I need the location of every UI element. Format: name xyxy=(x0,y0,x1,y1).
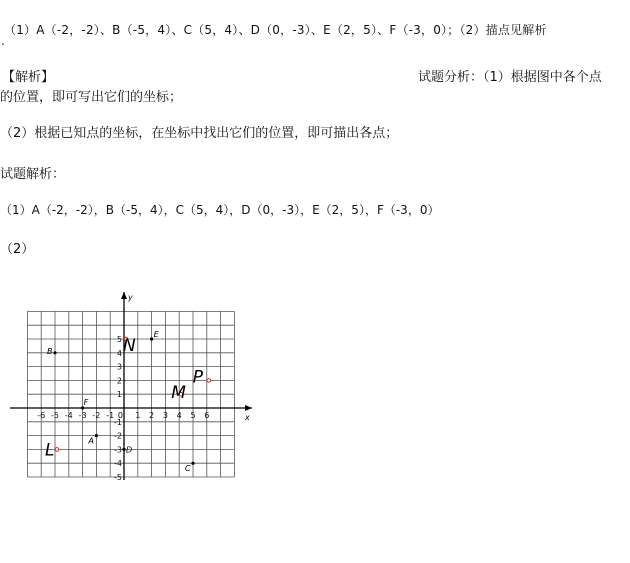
point-label-b: B xyxy=(47,346,53,356)
solution-title: 试题解析： xyxy=(0,167,66,182)
y-tick-label: -1 xyxy=(114,417,122,427)
x-tick-label: 1 xyxy=(135,411,141,420)
x-tick-label: 5 xyxy=(190,411,196,420)
point-label-m: M xyxy=(171,383,186,404)
y-tick-label: 3 xyxy=(116,362,122,372)
analysis-tag: 【解析】 xyxy=(2,70,55,85)
point-marker-a xyxy=(95,434,98,437)
solution-line-1: （1）A（-2，-2），B（-5，4），C（5，4），D（0，-3），E（2，5），F（-3，0） xyxy=(0,203,440,217)
point-marker-c xyxy=(191,462,194,465)
y-tick-label: 2 xyxy=(116,376,122,386)
point-label-f: F xyxy=(83,398,89,407)
point-marker-p xyxy=(207,379,211,383)
y-axis-label: y xyxy=(128,293,133,302)
x-tick-label: 2 xyxy=(149,411,155,420)
stray-dot: . xyxy=(1,34,5,48)
y-tick-label: 5 xyxy=(116,335,122,344)
y-tick-label: 1 xyxy=(116,390,122,400)
y-tick-label: -3 xyxy=(114,445,122,455)
point-label-n: N xyxy=(123,336,136,356)
solution-line-2: （2） xyxy=(0,242,35,257)
x-tick-label: 4 xyxy=(176,411,182,420)
analysis-line-2: 的位置，即可写出它们的坐标； xyxy=(0,90,183,105)
point-label-c: C xyxy=(185,464,191,474)
point-label-p: P xyxy=(192,367,204,388)
y-tick-label: -4 xyxy=(114,459,122,469)
point-label-d: D xyxy=(126,445,133,455)
x-tick-label: -1 xyxy=(106,411,115,420)
point-marker-l xyxy=(55,448,59,452)
analysis-line-3: （2）根据已知点的坐标，在坐标中找出它们的位置，即可描出各点； xyxy=(0,126,399,141)
point-label-e: E xyxy=(153,330,159,339)
x-tick-label: -4 xyxy=(64,411,73,420)
y-tick-label: -2 xyxy=(114,431,122,441)
plotted-points xyxy=(45,330,211,473)
origin-label: 0 xyxy=(117,411,123,420)
x-tick-label: -6 xyxy=(37,411,46,420)
analysis-head: 试题分析：（1）根据图中各个点 xyxy=(418,70,602,85)
point-label-l: L xyxy=(45,440,55,461)
x-axis-label: x xyxy=(245,413,250,422)
answer-line: （1）A（-2，-2）、B（-5，4）、C（5，4）、D（0，-3）、E（2，5）、F（-3，0）；（2）描点见解析 xyxy=(4,23,547,37)
x-tick-label: 6 xyxy=(204,411,210,420)
y-tick-label: 4 xyxy=(116,348,122,358)
point-label-a: A xyxy=(88,436,94,446)
y-axis-arrow xyxy=(121,292,127,299)
coordinate-figure xyxy=(0,280,280,490)
y-tick-label: -5 xyxy=(114,473,122,482)
x-tick-label: -3 xyxy=(78,411,87,420)
point-marker-b xyxy=(53,351,56,354)
x-tick-label: -2 xyxy=(92,411,101,420)
x-axis-arrow xyxy=(245,405,252,411)
x-tick-label: -5 xyxy=(51,411,59,420)
x-tick-label: 3 xyxy=(162,411,168,420)
